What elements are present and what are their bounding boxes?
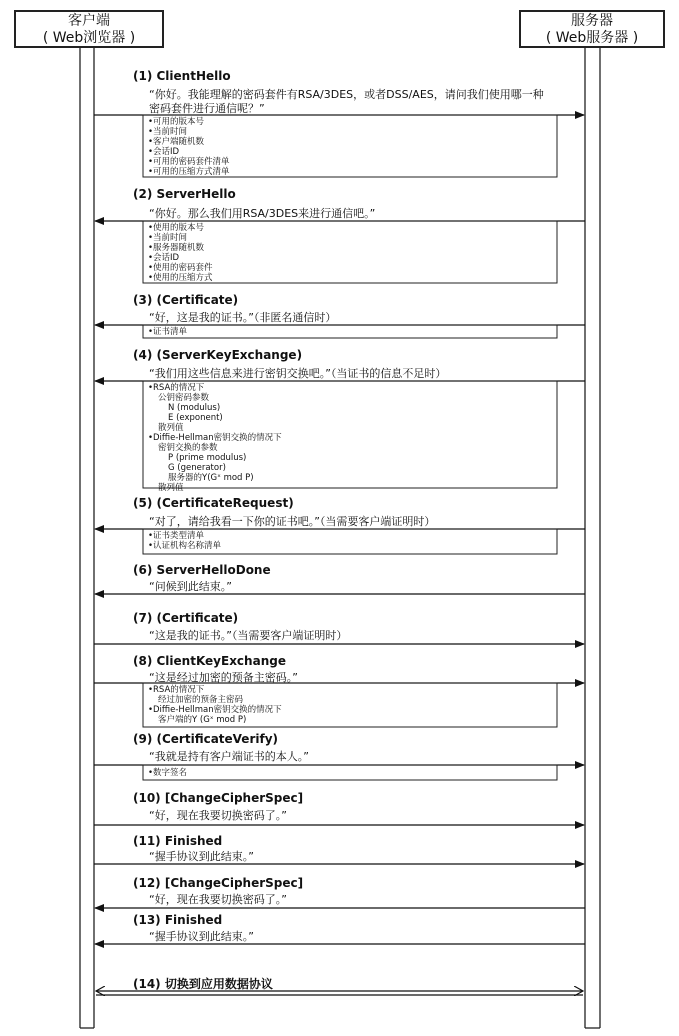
detail-item: •可用的版本号 xyxy=(148,117,205,127)
detail-item: •RSA的情况下 xyxy=(148,685,205,695)
details-certificate-server xyxy=(148,327,187,337)
msg-title-certificate-server: (3) (Certificate) xyxy=(133,293,239,307)
detail-item: N (modulus) xyxy=(168,403,221,413)
detail-item: 密钥交换的参数 xyxy=(158,443,218,453)
detail-item: 散列值 xyxy=(158,483,184,493)
msg-title-certificate-request: (5) (CertificateRequest) xyxy=(133,496,294,510)
msg-title-server-hello-done: (6) ServerHelloDone xyxy=(133,563,271,577)
detail-item: E (exponent) xyxy=(168,413,223,423)
detail-item: •RSA的情况下 xyxy=(148,383,205,393)
msg-quote2-client-hello: 密码套件进行通信呢？” xyxy=(149,102,265,115)
detail-item: •证书类型清单 xyxy=(148,531,205,541)
details-server-key-exchange xyxy=(148,383,282,493)
details-client-key-exchange xyxy=(148,685,282,725)
msg-title-client-hello: (1) ClientHello xyxy=(133,69,231,83)
msg-quote-certificate-request: “对了，请给我看一下你的证书吧。”（当需要客户端证明时） xyxy=(149,515,436,528)
msg-quote-server-hello-done: “问候到此结束。” xyxy=(149,580,232,593)
detail-item: •可用的密码套件清单 xyxy=(148,157,230,167)
details-certificate-verify xyxy=(148,768,187,778)
detail-box-certificate-verify xyxy=(143,765,557,780)
detail-item: •会话ID xyxy=(148,147,180,157)
detail-item: •当前时间 xyxy=(148,127,188,137)
detail-item: •认证机构名称清单 xyxy=(148,541,222,551)
msg-title-client-key-exchange: (8) ClientKeyExchange xyxy=(133,654,286,668)
details-certificate-request xyxy=(148,531,221,551)
detail-item: •证书清单 xyxy=(148,327,188,337)
details-client-hello xyxy=(148,117,230,177)
msg-title-certificate-client: (7) (Certificate) xyxy=(133,611,239,625)
msg-quote-certificate-verify: “我就是持有客户端证书的本人。” xyxy=(149,750,309,763)
server-lifeline xyxy=(585,48,600,1028)
msg-title-finished-server: (13) Finished xyxy=(133,913,223,927)
detail-item: G (generator) xyxy=(168,463,226,473)
msg-quote-change-cipher-spec-client: “好，现在我要切换密码了。” xyxy=(149,809,287,822)
msg-quote-client-key-exchange: “这是经过加密的预备主密码。” xyxy=(149,671,298,684)
detail-item: •Diffie-Hellman密钥交换的情况下 xyxy=(148,433,282,443)
msg-title-application-data: (14) 切换到应用数据协议 xyxy=(133,977,273,991)
detail-item: •服务器随机数 xyxy=(148,243,205,253)
detail-item: 客户端的Y (Gˣ mod P) xyxy=(158,715,247,725)
msg-title-certificate-verify: (9) (CertificateVerify) xyxy=(133,732,279,746)
detail-item: •可用的压缩方式清单 xyxy=(148,167,230,177)
client-sub: ( Web浏览器 ) xyxy=(42,30,136,46)
detail-item: 散列值 xyxy=(158,423,184,433)
msg-title-server-hello: (2) ServerHello xyxy=(133,187,236,201)
detail-item: 公钥密码参数 xyxy=(158,393,210,403)
server-box xyxy=(519,10,665,48)
server-sub: ( Web服务器 ) xyxy=(545,30,639,46)
msg-quote-change-cipher-spec-server: “好，现在我要切换密码了。” xyxy=(149,893,287,906)
details-server-hello xyxy=(148,223,213,283)
msg-quote-finished-client: “握手协议到此结束。” xyxy=(149,850,254,863)
detail-item: 服务器的Y(Gˣ mod P) xyxy=(168,473,254,483)
detail-item: •Diffie-Hellman密钥交换的情况下 xyxy=(148,705,282,715)
msg-title-change-cipher-spec-client: (10) [ChangeCipherSpec] xyxy=(133,791,304,805)
msg-quote-client-hello: “你好。我能理解的密码套件有RSA/3DES，或者DSS/AES，请问我们使用哪一种 xyxy=(149,88,544,101)
msg-title-change-cipher-spec-server: (12) [ChangeCipherSpec] xyxy=(133,876,304,890)
msg-title-finished-client: (11) Finished xyxy=(133,834,223,848)
client-lifeline xyxy=(80,48,94,1028)
detail-item: •客户端随机数 xyxy=(148,137,205,147)
client-name: 客户端 xyxy=(68,13,110,29)
detail-item: •使用的密码套件 xyxy=(148,263,213,273)
detail-item: •当前时间 xyxy=(148,233,188,243)
detail-item: P (prime modulus) xyxy=(168,453,247,463)
detail-item: 经过加密的预备主密码 xyxy=(158,695,244,705)
msg-title-server-key-exchange: (4) (ServerKeyExchange) xyxy=(133,348,303,362)
msg-quote-server-hello: “你好。那么我们用RSA/3DES来进行通信吧。” xyxy=(149,207,376,220)
detail-item: •会话ID xyxy=(148,253,180,263)
detail-box-certificate-server xyxy=(143,325,557,338)
msg-quote-finished-server: “握手协议到此结束。” xyxy=(149,930,254,943)
detail-item: •使用的压缩方式 xyxy=(148,273,213,283)
msg-quote-certificate-client: “这是我的证书。”（当需要客户端证明时） xyxy=(149,629,348,642)
msg-quote-certificate-server: “好，这是我的证书。”（非匿名通信时） xyxy=(149,311,337,324)
server-name: 服务器 xyxy=(571,13,613,29)
detail-item: •使用的版本号 xyxy=(148,223,205,233)
client-box xyxy=(14,10,164,48)
msg-quote-server-key-exchange: “我们用这些信息来进行密钥交换吧。”（当证书的信息不足时） xyxy=(149,367,447,380)
detail-item: •数字签名 xyxy=(148,768,188,778)
